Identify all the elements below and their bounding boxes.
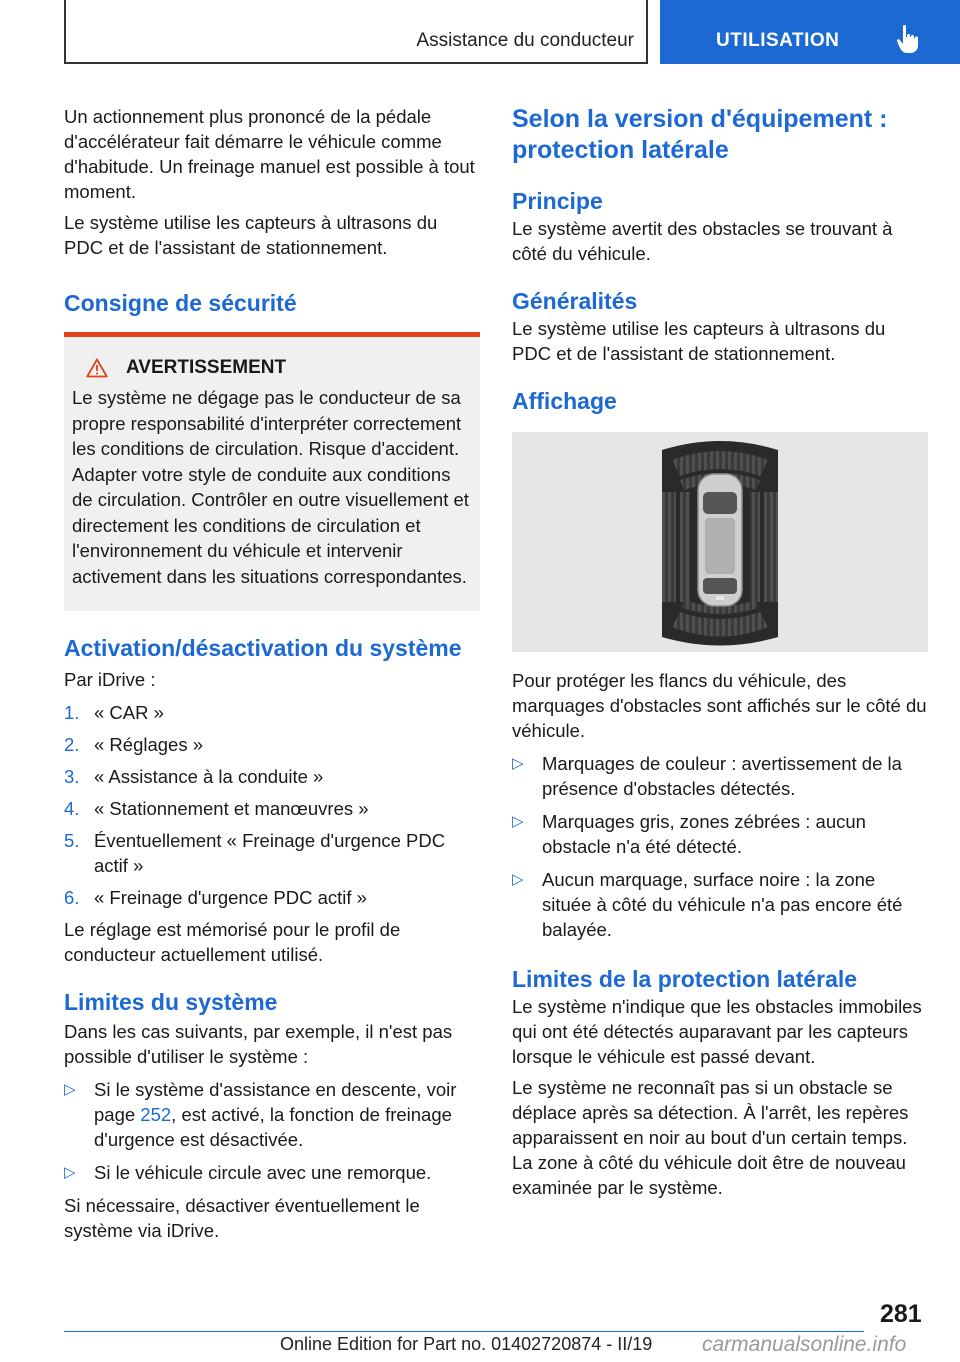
- principle-heading: Principe: [512, 188, 603, 214]
- list-item: [64, 796, 480, 821]
- bullet-triangle-icon: ▷: [512, 755, 524, 772]
- page-number: 281: [880, 1300, 922, 1328]
- step-text: « CAR »: [94, 702, 164, 723]
- step-text: Éventuellement « Freinage d'urgence PDC actif »: [94, 830, 446, 876]
- list-item: [64, 764, 480, 789]
- right-column: [512, 104, 928, 1206]
- list-item: [64, 828, 480, 878]
- limits-heading: Limites du système: [64, 989, 278, 1015]
- limits-outro: Si nécessaire, désactiver éventuellement le système via iDrive.: [64, 1195, 420, 1241]
- side-limits-heading: Limites de la protection latérale: [512, 966, 858, 992]
- pointing-hand-icon: [896, 24, 922, 54]
- bullet-triangle-icon: ▷: [512, 871, 524, 888]
- chapter-tab: [660, 0, 960, 64]
- intro-paragraph-2: Le système utilise les capteurs à ultrasons du PDC et de l'assistant de stationnement.: [64, 212, 438, 258]
- principle-text: Le système avertit des obstacles se trouvant à côté du véhicule.: [512, 218, 893, 264]
- step-text: « Réglages »: [94, 734, 204, 755]
- bullet-triangle-icon: ▷: [64, 1164, 76, 1181]
- safety-heading: Consigne de sécurité: [64, 290, 297, 316]
- warning-box: [64, 332, 480, 611]
- intro-paragraph-1: Un actionnement plus prononcé de la pédale d'accélérateur fait démarre le véhicule comme d'habitude. Un freinage manuel est possible à tout moment.: [64, 106, 475, 202]
- list-item: [512, 809, 928, 859]
- display-text: Pour protéger les flancs du véhicule, des marquages d'obstacles sont affichés sur le côté du véhicule.: [512, 670, 927, 741]
- general-text: Le système utilise les capteurs à ultrasons du PDC et de l'assistant de stationnement.: [512, 318, 886, 364]
- display-heading: Affichage: [512, 388, 617, 414]
- step-number: 6.: [64, 887, 80, 908]
- step-text: « Freinage d'urgence PDC actif »: [94, 887, 367, 908]
- list-item: [64, 700, 480, 725]
- page-link[interactable]: 252: [140, 1104, 172, 1125]
- activation-intro: Par iDrive :: [64, 669, 156, 690]
- limits-list: [64, 1077, 480, 1185]
- limits-intro: Dans les cas suivants, par exemple, il n'est pas possible d'utiliser le système :: [64, 1021, 453, 1067]
- step-text: « Assistance à la conduite »: [94, 766, 324, 787]
- side-limits-paragraph-1: Le système n'indique que les obstacles immobiles qui ont été détectés auparavant par les capteurs lorsque le véhicule est passé devant.: [512, 996, 922, 1067]
- display-marking-list: [512, 751, 928, 942]
- warning-triangle-icon: [86, 358, 108, 378]
- limits-bullet-2: Si le véhicule circule avec une remorque.: [94, 1162, 432, 1183]
- general-heading: Généralités: [512, 288, 638, 314]
- marking-bullet-3: Aucun marquage, surface noire : la zone située à côté du véhicule n'a pas encore été balayée.: [542, 869, 903, 940]
- warning-text: Le système ne dégage pas le conducteur de sa propre responsabilité d'interpréter correctement les conditions de circulation. Risque d'accident. Adapter votre style de conduite aux conditions de circulation. Contrôler en outre visuellement et directement les conditions de circulation et l'environnement du véhicule et intervenir activement dans les situations correspondantes.: [72, 387, 469, 587]
- step-number: 5.: [64, 830, 80, 851]
- list-item: [64, 732, 480, 757]
- marking-bullet-1: Marquages de couleur : avertissement de la présence d'obstacles détectés.: [542, 753, 902, 799]
- vehicle-top-view-illustration: [512, 432, 928, 652]
- header-section-title: Assistance du conducteur: [416, 30, 634, 51]
- bullet-triangle-icon: ▷: [512, 813, 524, 830]
- watermark-text: carmanualsonline.info: [702, 1333, 907, 1356]
- step-number: 3.: [64, 766, 80, 787]
- edition-text: Online Edition for Part no. 01402720874 - II/19: [280, 1334, 653, 1354]
- list-item: [64, 885, 480, 910]
- warning-title-row: [72, 357, 472, 379]
- side-protection-display-image: [512, 432, 928, 652]
- step-text: « Stationnement et manœuvres »: [94, 798, 369, 819]
- main-heading: Selon la version d'équipement : protection latérale: [512, 105, 888, 164]
- list-item: [64, 1077, 480, 1152]
- footer-divider: [64, 1331, 864, 1332]
- activation-steps: [64, 700, 480, 910]
- activation-heading: Activation/désactivation du système: [64, 635, 462, 661]
- marking-bullet-2: Marquages gris, zones zébrées : aucun obstacle n'a été détecté.: [542, 811, 866, 857]
- side-limits-paragraph-2: Le système ne reconnaît pas si un obstacle se déplace après sa détection. À l'arrêt, les repères apparaissent en noir au bout d'un certain temps. La zone à côté du véhicule doit être de nouveau examinée par le système.: [512, 1077, 909, 1198]
- list-item: [64, 1160, 480, 1185]
- list-item: [512, 867, 928, 942]
- running-header: [64, 0, 648, 64]
- step-number: 1.: [64, 702, 80, 723]
- list-item: [512, 751, 928, 801]
- step-number: 2.: [64, 734, 80, 755]
- step-number: 4.: [64, 798, 80, 819]
- warning-title: AVERTISSEMENT: [126, 357, 287, 378]
- limits-bullet-1: Si le système d'assistance en descente, voir page 252, est activé, la fonction de freinage d'urgence est désactivée.: [94, 1079, 457, 1150]
- left-column: [64, 104, 480, 1249]
- bullet-triangle-icon: ▷: [64, 1081, 76, 1098]
- activation-note: Le réglage est mémorisé pour le profil de conducteur actuellement utilisé.: [64, 919, 401, 965]
- header-chapter-title: UTILISATION: [716, 30, 840, 51]
